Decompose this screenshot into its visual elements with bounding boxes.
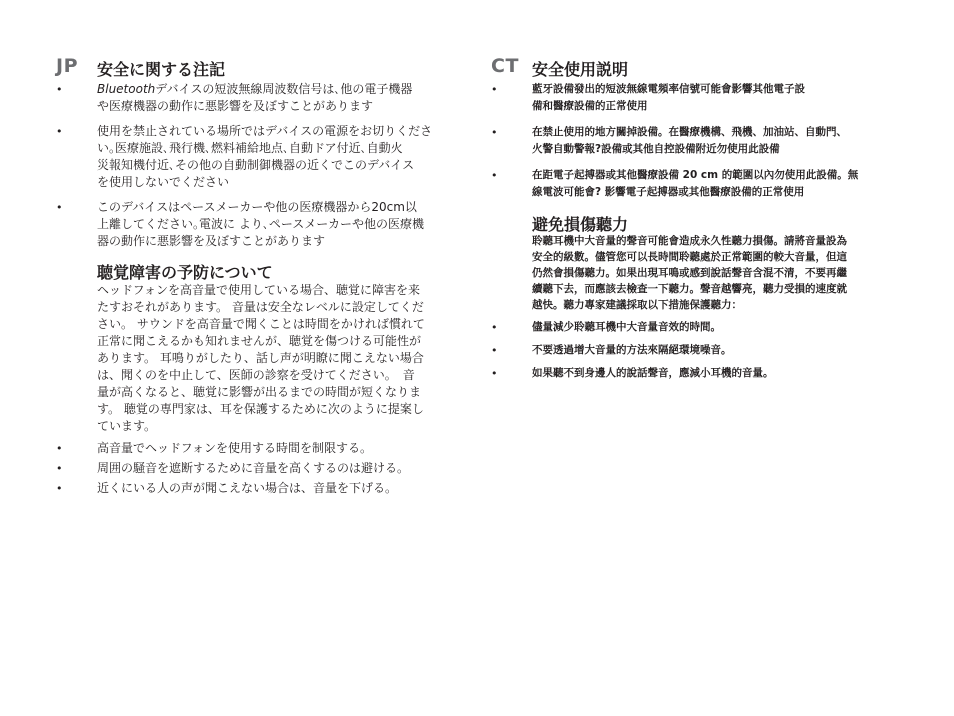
bullet-dot: • [56, 482, 63, 495]
ct-hearing-paragraph [532, 233, 901, 313]
ct-hearing-title: 避免損傷聽力 [532, 215, 629, 234]
text-line [97, 174, 466, 191]
text-line: たすおそれがあります。 音量は安全なレベルに設定してくだ [97, 300, 424, 314]
line-text: 器の動作に悪影響を及ぼすことがあります [97, 234, 326, 248]
text-line: は、聞くのを中止して、医師の診察を受けてください。 音 [97, 368, 415, 382]
text-line: 正常に聞こえるかも知れませんが、聴覚を傷つける可能性が [97, 334, 422, 348]
bullet-dot: • [56, 442, 63, 455]
ct-safety-item [491, 81, 901, 115]
text-line: さい。 サウンドを高音量で聞くことは時間をかければ慣れて [97, 317, 425, 331]
line-text: 上離してください｡電波に より､ペースメーカーや他の医療機 [97, 217, 424, 231]
jp-hearing-item [56, 460, 466, 477]
line-text: や医療機器の動作に悪影響を及ぼすことがあります [97, 99, 374, 113]
ct-safety-list [491, 81, 901, 201]
text-line: す。 聴覚の専門家は、耳を保護するために次のように提案し [97, 402, 424, 416]
text-line: 量が高くなると、聴覚に影響が出るまでの時間が短くなりま [97, 385, 422, 399]
text-line: 備和醫療設備的正常使用 [532, 100, 648, 112]
text-line: 不要透過增大音量的方法來隔絕環境噪音。 [532, 344, 732, 356]
bullet-dot: • [491, 367, 498, 380]
bullet-dot: • [491, 169, 498, 182]
text-line: あります。 耳鳴りがしたり、話し声が明瞭に聞こえない場合 [97, 351, 424, 365]
text-line [97, 123, 466, 140]
text-line [97, 199, 466, 216]
ct-safety-title: 安全使用説明 [532, 60, 629, 79]
text-line: 線電波可能會? 影響電子起搏器或其他醫療設備的正常使用 [532, 186, 805, 198]
ct-column [491, 55, 901, 388]
bullet-dot: • [491, 321, 498, 334]
bluetooth-term: Bluetooth [97, 82, 156, 96]
text-line [97, 216, 466, 233]
line-text: このデバイスはペースメーカーや他の医療機器から20cm以 [97, 200, 417, 214]
text-line [97, 98, 466, 115]
jp-hearing-list [56, 440, 466, 497]
text-line: 近くにいる人の声が聞こえない場合は、音量を下げる。 [97, 481, 398, 495]
ct-safety-item [491, 167, 901, 201]
line-text: デバイスの短波無線周波数信号は､他の電子機器 [155, 82, 413, 96]
bullet-dot: • [56, 462, 63, 475]
jp-safety-item [56, 199, 466, 250]
ct-hearing-item [491, 319, 901, 336]
text-line: 火警自動警報?設備或其他自控設備附近勿使用此設備 [532, 143, 780, 155]
text-line: ています。 [97, 419, 157, 433]
jp-hearing-item [56, 480, 466, 497]
text-line: 在禁止使用的地方關掉設備。在醫療機構、飛機、加油站、自動門、 [532, 126, 847, 138]
jp-safety-list [56, 81, 466, 250]
jp-safety-header [56, 55, 466, 81]
text-line: ヘッドフォンを高音量で使用している場合、聴覚に障害を来 [97, 283, 421, 297]
jp-hearing-title: 聴覚障害の予防について [97, 263, 273, 282]
text-line: 越快。聽力專家建議採取以下措施保護聽力： [532, 299, 742, 311]
jp-safety-title: 安全に関する注記 [97, 60, 226, 79]
text-line: 周囲の騒音を遮断するために音量を高くするのは避ける。 [97, 461, 410, 475]
jp-hearing-paragraph [97, 282, 466, 435]
text-line: 安全的級數。儘管您可以長時間聆聽處於正常範圍的較大音量，但這 [532, 251, 847, 263]
jp-language-code: JP [56, 55, 78, 77]
bullet-dot: • [491, 344, 498, 357]
text-line [97, 233, 466, 250]
jp-safety-item [56, 81, 466, 115]
ct-safety-header [491, 55, 901, 81]
text-line [97, 81, 466, 98]
ct-hearing-item [491, 365, 901, 382]
text-line: 續聽下去，而應該去檢查一下聽力。聲音越響亮，聽力受損的速度就 [532, 283, 847, 295]
text-line: 如果聽不到身邊人的說話聲音，應減小耳機的音量。 [532, 367, 774, 379]
bullet-dot: • [56, 201, 63, 214]
ct-hearing-item [491, 342, 901, 359]
line-text: を使用しないでください [97, 175, 230, 189]
text-line: 在距電子起搏器或其他醫療設備 20 cm 的範圍以內勿使用此設備。無 [532, 169, 859, 181]
bullet-dot: • [491, 83, 498, 96]
jp-column [56, 55, 466, 500]
text-line: 藍牙設備發出的短波無線電頻率信號可能會影響其他電子設 [532, 83, 805, 95]
text-line: 高音量でヘッドフォンを使用する時間を制限する。 [97, 441, 373, 455]
text-line: 仍然會損傷聽力。如果出現耳鳴或感到說話聲音含混不清，不要再繼 [532, 267, 847, 279]
line-text: い｡医療施設､飛行機､燃料補給地点､自動ドア付近､自動火 [97, 141, 403, 155]
ct-hearing-list [491, 319, 901, 382]
jp-hearing-item [56, 440, 466, 457]
line-text: 災報知機付近､その他の自動制御機器の近くでこのデバイス [97, 158, 415, 172]
jp-safety-item [56, 123, 466, 191]
ct-language-code: CT [491, 55, 519, 77]
text-line [97, 140, 466, 157]
text-line: 聆聽耳機中大音量的聲音可能會造成永久性聽力損傷。請將音量設為 [532, 235, 847, 247]
bullet-dot: • [491, 126, 498, 139]
line-text: 使用を禁止されている場所ではデバイスの電源をお切りくださ [97, 124, 433, 138]
bullet-dot: • [56, 125, 63, 138]
text-line: 儘量減少聆聽耳機中大音量音效的時間。 [532, 321, 721, 333]
text-line [97, 157, 466, 174]
ct-safety-item [491, 124, 901, 158]
bullet-dot: • [56, 83, 63, 96]
